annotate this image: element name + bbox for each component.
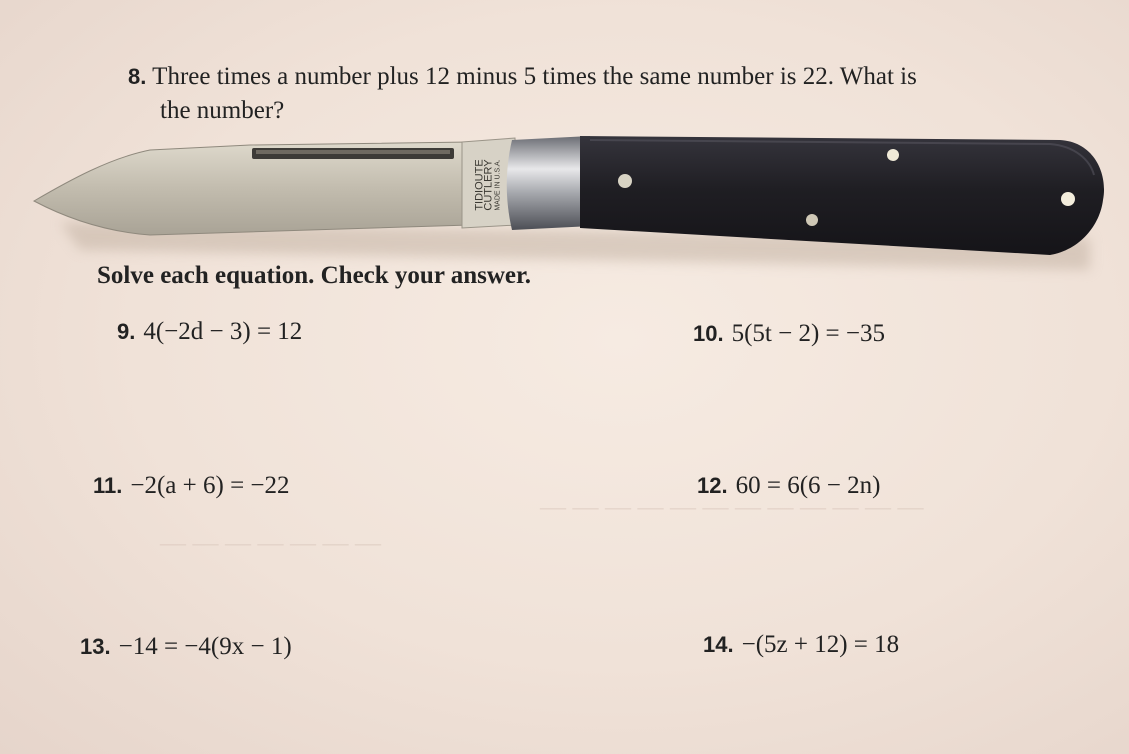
equation-14 bbox=[703, 631, 899, 659]
tang-stamp bbox=[473, 159, 503, 211]
pin bbox=[806, 214, 818, 226]
equation-12 bbox=[697, 472, 880, 500]
problem-8-line2: the number? bbox=[160, 97, 285, 124]
equation-number: 13. bbox=[80, 634, 111, 659]
equation-text: 5(5t − 2) = −35 bbox=[731, 320, 885, 347]
pin bbox=[887, 149, 899, 161]
equation-text: −2(a + 6) = −22 bbox=[130, 472, 290, 499]
pocket-knife-image bbox=[0, 0, 1129, 300]
equation-10 bbox=[693, 320, 885, 348]
problem-number: 8. bbox=[128, 64, 147, 89]
equation-text: 60 = 6(6 − 2n) bbox=[735, 472, 881, 499]
equation-number: 10. bbox=[693, 321, 724, 346]
equation-number: 12. bbox=[697, 473, 728, 498]
equation-13 bbox=[80, 633, 292, 661]
stamp-line3: MADE IN U.S.A. bbox=[494, 159, 502, 211]
equation-text: −14 = −4(9x − 1) bbox=[118, 633, 292, 660]
bleed-through-text: ― ― ― ― ― ― ― ― ― ― ― ― bbox=[540, 492, 924, 521]
pin bbox=[618, 174, 632, 188]
equation-9 bbox=[117, 318, 302, 346]
section-heading: Solve each equation. Check your answer. bbox=[97, 262, 532, 289]
equation-text: −(5z + 12) = 18 bbox=[741, 631, 900, 658]
equation-number: 9. bbox=[117, 319, 136, 344]
equation-number: 14. bbox=[703, 632, 734, 657]
pin bbox=[1061, 192, 1075, 206]
bleed-through-text: ― ― ― ― ― ― ― bbox=[160, 528, 381, 557]
problem-8-line1: Three times a number plus 12 minus 5 times the same number is 22. What is bbox=[152, 63, 917, 90]
stamp-line2: CUTLERY bbox=[482, 159, 495, 211]
equation-11 bbox=[93, 472, 290, 500]
equation-text: 4(−2d − 3) = 12 bbox=[143, 318, 303, 345]
bolster bbox=[507, 136, 592, 230]
stamp-line1: TIDIOUTE bbox=[473, 159, 486, 211]
equation-number: 11. bbox=[93, 473, 123, 498]
